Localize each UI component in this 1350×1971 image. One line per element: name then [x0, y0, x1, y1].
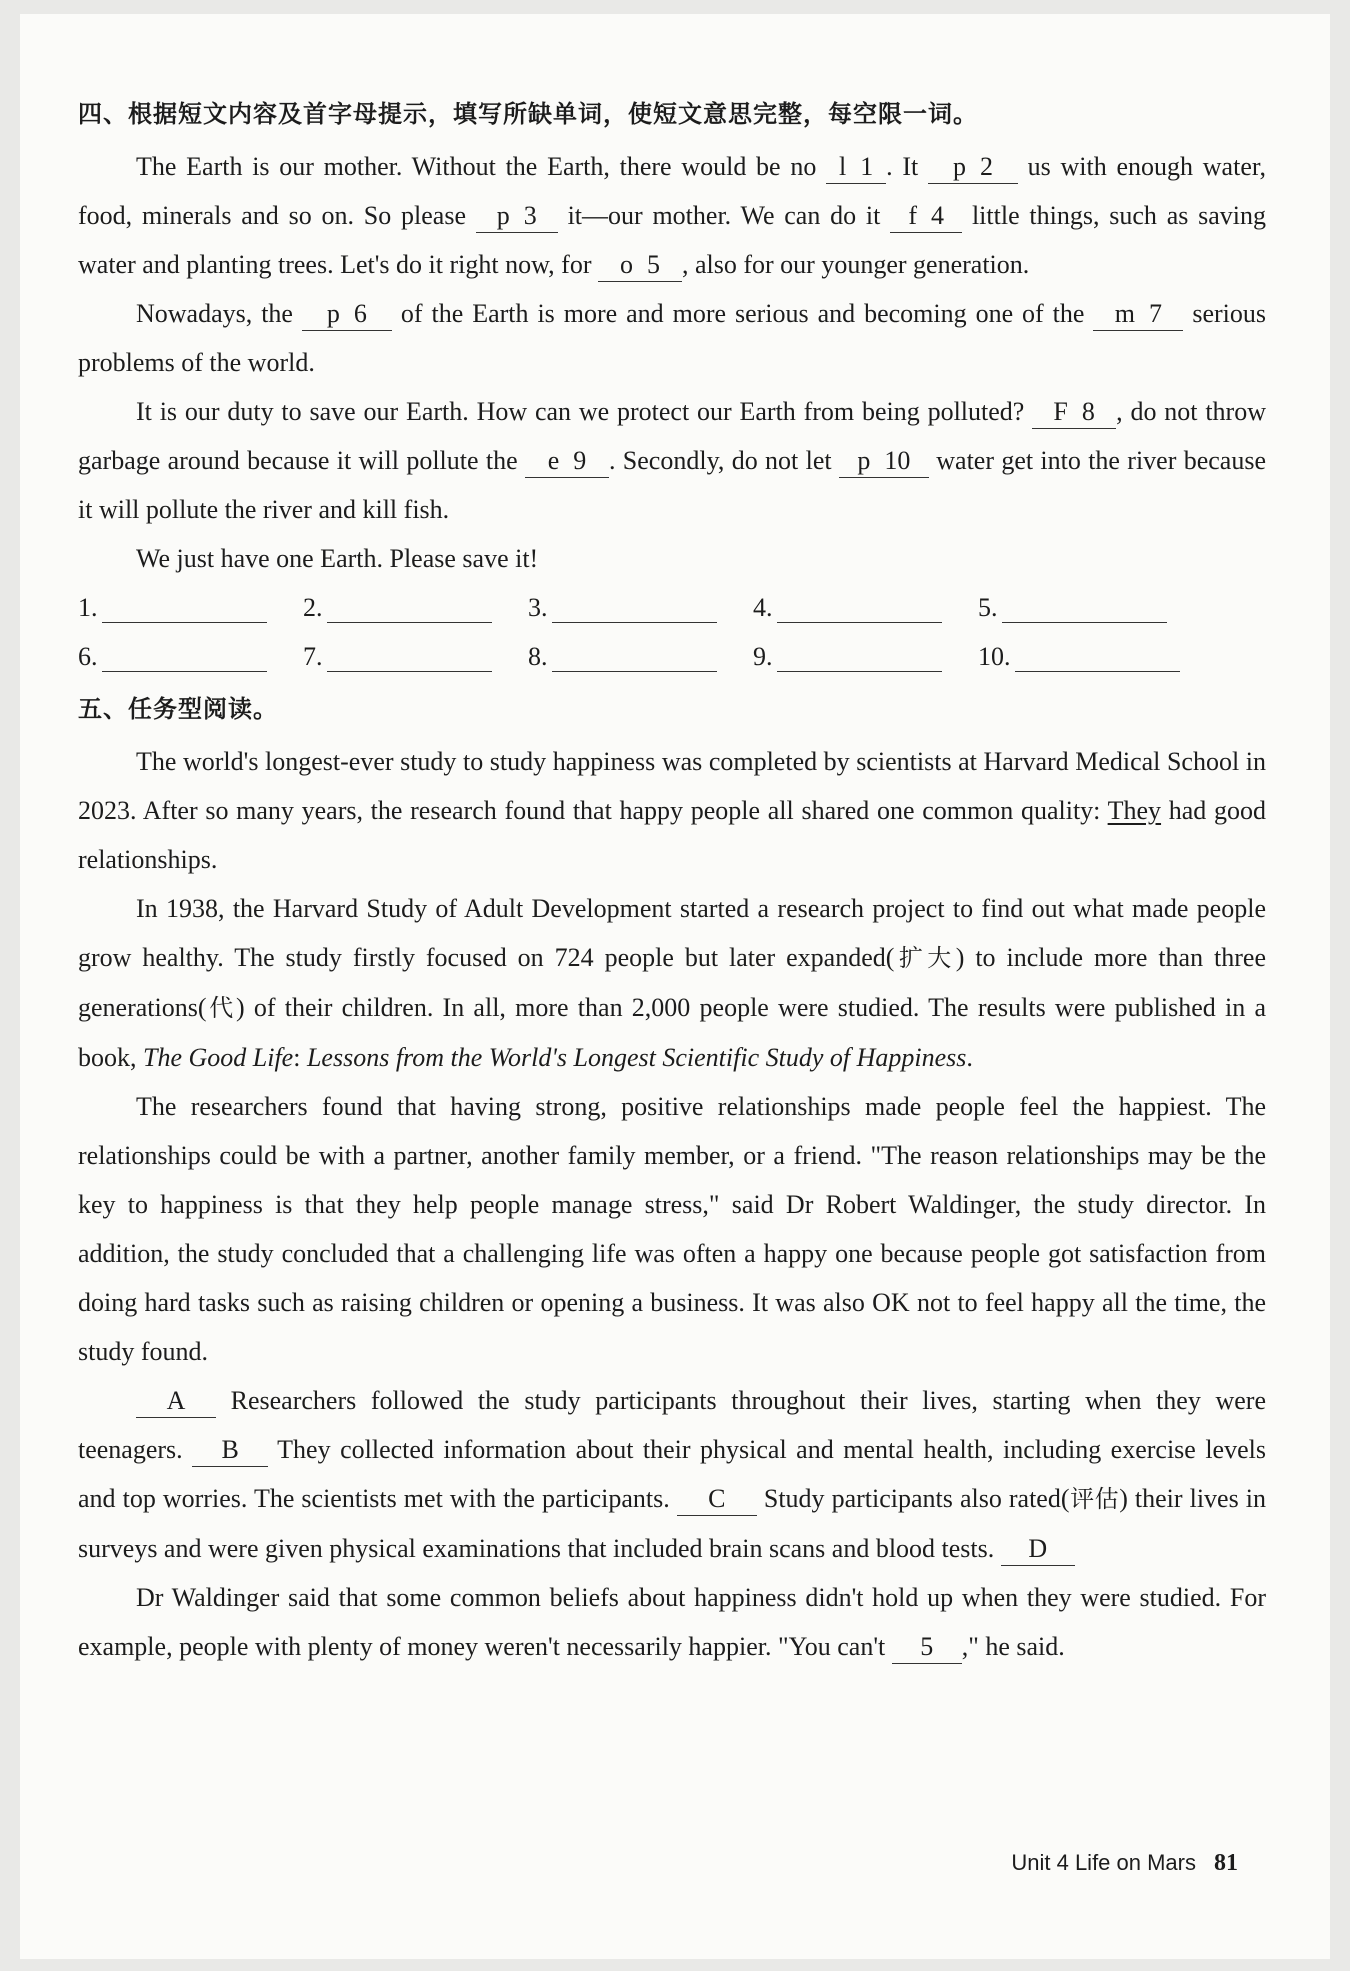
cloze-blank-3[interactable]: p 3: [476, 200, 558, 233]
cloze-paragraph-1: The Earth is our mother. Without the Earth, there would be no l 1 . It p 2 us with enough water, food, minerals and so on. So please p 3 it—our mother. We can do it f 4 little things, such as saving water and planting trees. Let's do it right now, for o 5 , also for our younger generation.: [78, 142, 1266, 289]
reading-paragraph-1: The world's longest-ever study to study happiness was completed by scientists at Harvard Medical School in 2023. After so many years, the research found that happy people all shared one common quality: They had good relationships.: [78, 747, 1266, 874]
cloze-blank-1[interactable]: l 1: [826, 151, 886, 184]
underlined-word-they: They: [1107, 796, 1162, 825]
answer-line-10[interactable]: [1015, 641, 1180, 672]
sentence-blank-5[interactable]: 5: [892, 1631, 962, 1664]
answer-line-7[interactable]: [327, 641, 492, 672]
sentence-blank-D[interactable]: D: [1001, 1533, 1075, 1566]
answer-row-2: 6. 7. 8. 9. 10.: [78, 632, 1266, 681]
cloze-blank-10[interactable]: p 10: [839, 445, 929, 478]
section-5-title: 五、任务型阅读。: [78, 695, 278, 723]
answer-line-3[interactable]: [552, 592, 717, 623]
book-title: The Good Life: [143, 1043, 294, 1072]
answer-line-1[interactable]: [102, 592, 267, 623]
cloze-paragraph-2: Nowadays, the p 6 of the Earth is more and more serious and becoming one of the m 7 serious problems of the world.: [78, 299, 1267, 377]
answer-row-1: 1. 2. 3. 4. 5.: [78, 583, 1266, 632]
cloze-blank-2[interactable]: p 2: [928, 151, 1018, 184]
unit-label: Unit 4 Life on Mars: [1011, 1850, 1196, 1875]
answer-line-4[interactable]: [777, 592, 942, 623]
reading-paragraph-3: The researchers found that having strong, positive relationships made people feel the happiest. The relationships could be with a partner, another family member, or a friend. "The reason relationships may be the key to happiness is that they help people manage stress," said Dr Robert Waldinger, the study director. In addition, the study concluded that a challenging life was often a happy one because people got satisfaction from doing hard tasks such as raising children or opening a business. It was also OK not to feel happy all the time, the study found.: [78, 1092, 1266, 1366]
cloze-blank-7[interactable]: m 7: [1093, 298, 1183, 331]
cloze-paragraph-4: We just have one Earth. Please save it!: [136, 544, 539, 573]
reading-paragraph-5: Dr Waldinger said that some common beliefs about happiness didn't hold up when they were studied. For example, people with plenty of money weren't necessarily happier. "You can't 5 ," he said.: [78, 1573, 1266, 1671]
sentence-blank-C[interactable]: C: [677, 1483, 757, 1516]
cloze-blank-8[interactable]: F 8: [1032, 396, 1116, 429]
cloze-blank-5[interactable]: o 5: [598, 249, 682, 282]
cloze-blank-4[interactable]: f 4: [890, 200, 962, 233]
answer-line-6[interactable]: [102, 641, 267, 672]
section-4-title: 四、根据短文内容及首字母提示，填写所缺单词，使短文意思完整，每空限一词。: [78, 100, 978, 128]
sentence-blank-A[interactable]: A: [136, 1385, 216, 1418]
cloze-blank-9[interactable]: e 9: [525, 445, 609, 478]
reading-paragraph-4: A Researchers followed the study participants throughout their lives, starting when they were teenagers. B They collected information about their physical and mental health, including exercise levels and top worries. The scientists met with the participants. C Study participants also rated(评估) their lives in surveys and were given physical examinations that included brain scans and blood tests. D: [78, 1376, 1266, 1573]
book-subtitle: Lessons from the World's Longest Scientific Study of Happiness: [306, 1043, 967, 1072]
worksheet-page: [20, 14, 1330, 1959]
answer-line-8[interactable]: [552, 641, 717, 672]
answer-line-5[interactable]: [1002, 592, 1167, 623]
sentence-blank-B[interactable]: B: [192, 1434, 268, 1467]
answer-line-9[interactable]: [777, 641, 942, 672]
answer-line-2[interactable]: [327, 592, 492, 623]
page-number: 81: [1214, 1850, 1238, 1876]
reading-paragraph-2: In 1938, the Harvard Study of Adult Development started a research project to find out what made people grow healthy. The study firstly focused on 724 people but later expanded(扩大) to include more than three generations(代) of their children. In all, more than 2,000 people were studied. The results were published in a book, The Good Life: Lessons from the World's Longest Scientific Study of Happiness.: [78, 894, 1267, 1072]
cloze-paragraph-3: It is our duty to save our Earth. How can we protect our Earth from being polluted? F 8 , do not throw garbage around because it will pollute the e 9 . Secondly, do not let p 10 water get into the river because it will pollute the river and kill fish.: [78, 397, 1266, 524]
page-footer: [1011, 1850, 1238, 1877]
cloze-blank-6[interactable]: p 6: [302, 298, 392, 331]
